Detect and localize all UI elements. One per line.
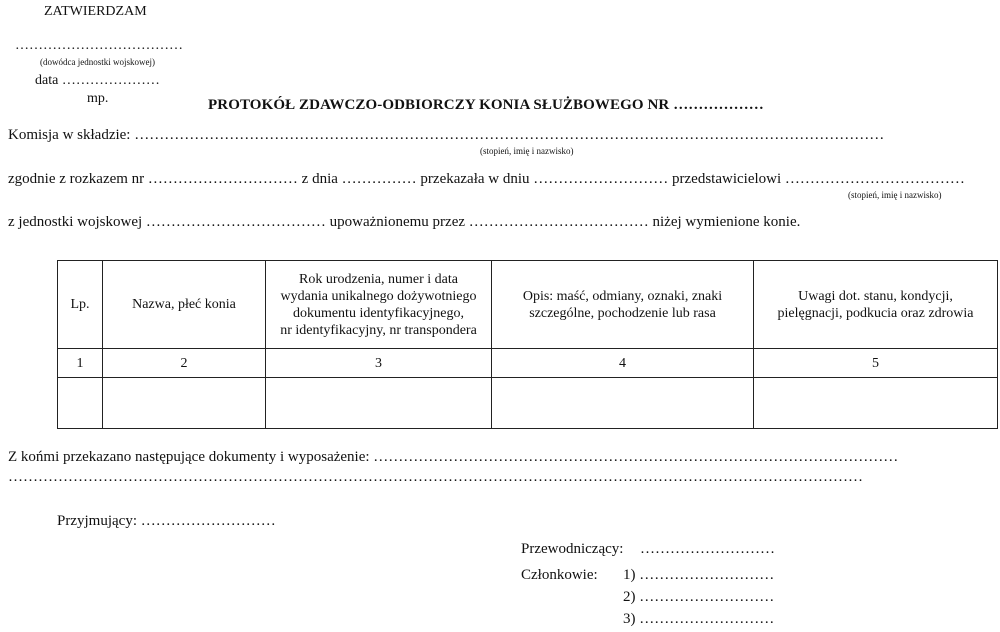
unit-line: z jednostki wojskowej ……………………………… upoważnionemu przez ……………………………… niżej wymienione konie.: [8, 214, 801, 230]
commission-line: Komisja w składzie: ……………………………………………………………………………………………………………………………………: [8, 127, 885, 143]
header-cell-lp: Lp.: [58, 261, 103, 349]
empty-cell[interactable]: [266, 378, 492, 429]
number-cell: 4: [492, 349, 754, 378]
receiver-line: Przyjmujący: ………………………: [57, 513, 276, 529]
table-row: [58, 378, 998, 429]
table-number-row: [58, 349, 998, 378]
commission-caption: (stopień, imię i nazwisko): [480, 146, 574, 156]
number-cell: 1: [58, 349, 103, 378]
document-title: PROTOKÓŁ ZDAWCZO-ODBIORCZY KONIA SŁUŻBOWEGO NR ………………: [208, 97, 764, 113]
documents-line: Z końmi przekazano następujące dokumenty i wyposażenie: ……………………………………………………………………………………………: [8, 449, 899, 465]
member-line-2: 2) ………………………: [623, 589, 775, 605]
header-cell-description: Opis: maść, odmiany, oznaki, znaki szczególne, pochodzenie lub rasa: [492, 261, 754, 349]
empty-cell[interactable]: [103, 378, 266, 429]
chairman-dots: ………………………: [640, 541, 775, 557]
number-cell: 5: [754, 349, 998, 378]
empty-cell[interactable]: [492, 378, 754, 429]
number-cell: 2: [103, 349, 266, 378]
empty-cell[interactable]: [58, 378, 103, 429]
member-line-1: 1) ………………………: [623, 567, 775, 583]
documents-line-continued: ………………………………………………………………………………………………………………………………………………………: [8, 469, 863, 485]
date-line: data …………………: [35, 73, 160, 88]
approve-label: ZATWIERDZAM: [44, 4, 147, 19]
commander-dots: ………………………………: [15, 38, 183, 53]
members-label: Członkowie:: [521, 567, 598, 583]
commander-caption: (dowódca jednostki wojskowej): [40, 57, 155, 67]
header-cell-remarks: Uwagi dot. stanu, kondycji, pielęgnacji, podkucia oraz zdrowia: [754, 261, 998, 349]
place-label: mp.: [87, 91, 109, 106]
order-line: zgodnie z rozkazem nr ………………………… z dnia …………… przekazała w dniu ……………………… przedstawicielowi ………………………………: [8, 171, 965, 187]
empty-cell[interactable]: [754, 378, 998, 429]
header-cell-name: Nazwa, płeć konia: [103, 261, 266, 349]
number-cell: 3: [266, 349, 492, 378]
header-cell-birth: Rok urodzenia, numer i data wydania unikalnego dożywotniego dokumentu identyfikacyjnego, nr identyfikacyjny, nr transpondera: [266, 261, 492, 349]
order-caption: (stopień, imię i nazwisko): [848, 190, 942, 200]
table-header-row: [58, 261, 998, 349]
horses-table: [57, 260, 998, 429]
member-line-3: 3) ………………………: [623, 611, 775, 627]
chairman-label: Przewodniczący:: [521, 541, 624, 557]
